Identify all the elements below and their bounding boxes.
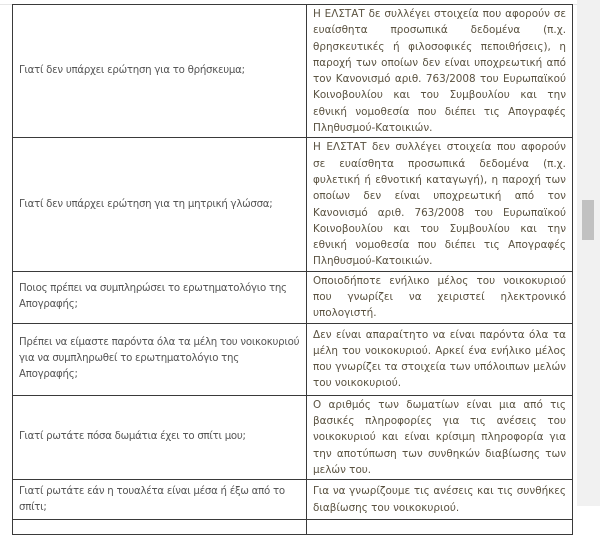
faq-row bbox=[13, 5, 573, 138]
faq-answer: Για να γνωρίζουμε τις ανέσεις και τις συνθήκες διαβίωσης του νοικοκυριού. bbox=[307, 480, 573, 520]
faq-answer: Ο αριθμός των δωματίων είναι μια από τις βασικές πληροφορίες για τις ανέσεις του νοικοκυριού και είναι κρίσιμη πληροφορία για την αποτύπωση των συνθηκών διαβίωσης των μελών του. bbox=[307, 395, 573, 479]
faq-answer: Η ΕΛΣΤΑΤ δεν συλλέγει στοιχεία που αφορούν σε ευαίσθητα προσωπικά δεδομένα (π.χ. φυλετική ή εθνοτική καταγωγή), η παροχή των οποίων δεν είναι υποχρεωτική από τον Κανονισμό αριθ. 763/2008 του Ευρωπαϊκού Κοινοβουλίου και του Συμβουλίου και την εθνική νομοθεσία που διέπει τις Απογραφές Πληθυσμού-Κατοικιών. bbox=[307, 138, 573, 271]
scrollbar-thumb[interactable] bbox=[582, 200, 594, 240]
faq-row bbox=[13, 395, 573, 479]
faq-question: Ποιος πρέπει να συμπληρώσει το ερωτηματολόγιο της Απογραφής; bbox=[13, 271, 307, 323]
faq-answer: Οποιοδήποτε ενήλικο μέλος του νοικοκυριού που γνωρίζει να χειριστεί ηλεκτρονικό υπολογιστή. bbox=[307, 271, 573, 323]
faq-answer: Δεν είναι απαραίτητο να είναι παρόντα όλα τα μέλη του νοικοκυριού. Αρκεί ένα ενήλικο μέλος που γνωρίζει τα στοιχεία των υπόλοιπων μελών του νοικοκυριού. bbox=[307, 323, 573, 395]
faq-row bbox=[13, 480, 573, 520]
faq-question: Γιατί ρωτάτε εάν η τουαλέτα είναι μέσα ή έξω από το σπίτι; bbox=[13, 480, 307, 520]
vertical-scrollbar[interactable] bbox=[577, 0, 600, 506]
faq-row bbox=[13, 271, 573, 323]
faq-answer-partial bbox=[307, 520, 573, 535]
faq-row bbox=[13, 323, 573, 395]
faq-row bbox=[13, 138, 573, 271]
faq-row-partial bbox=[13, 520, 573, 535]
faq-question: Γιατί δεν υπάρχει ερώτηση για το θρήσκευμα; bbox=[13, 5, 307, 138]
faq-table bbox=[12, 4, 573, 535]
faq-question: Πρέπει να είμαστε παρόντα όλα τα μέλη του νοικοκυριού για να συμπληρωθεί το ερωτηματολόγιο της Απογραφής; bbox=[13, 323, 307, 395]
faq-question-partial bbox=[13, 520, 307, 535]
faq-question: Γιατί ρωτάτε πόσα δωμάτια έχει το σπίτι μου; bbox=[13, 395, 307, 479]
faq-answer: Η ΕΛΣΤΑΤ δε συλλέγει στοιχεία που αφορούν σε ευαίσθητα προσωπικά δεδομένα (π.χ. θρησκευτικές ή φιλοσοφικές πεποιθήσεις), η παροχή των οποίων δεν είναι υποχρεωτική από τον Κανονισμό αριθ. 763/2008 του Ευρωπαϊκού Κοινοβουλίου και του Συμβουλίου και την εθνική νομοθεσία που διέπει τις Απογραφές Πληθυσμού-Κατοικιών. bbox=[307, 5, 573, 138]
faq-question: Γιατί δεν υπάρχει ερώτηση για τη μητρική γλώσσα; bbox=[13, 138, 307, 271]
